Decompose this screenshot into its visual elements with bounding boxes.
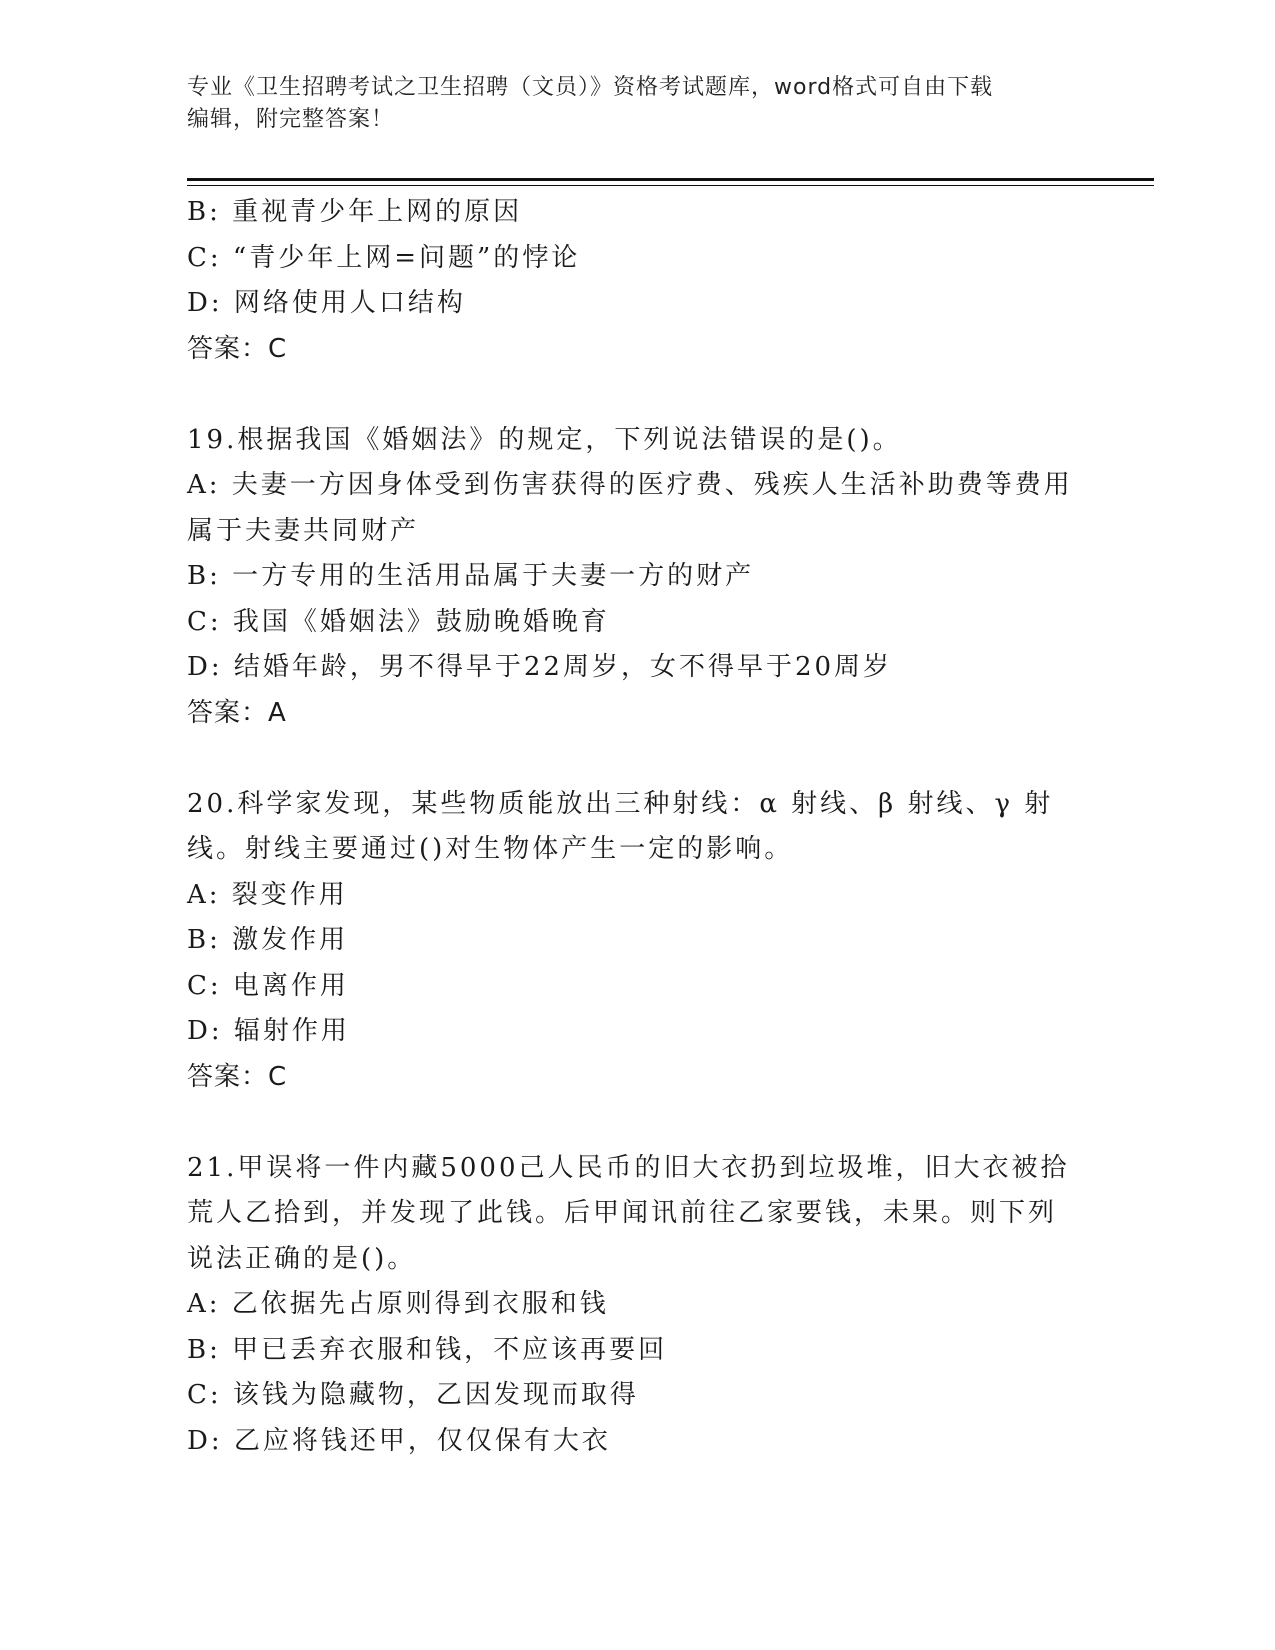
- header-divider-thin: [187, 185, 1154, 186]
- q18-option-d: D: 网络使用人口结构: [187, 288, 466, 318]
- spacer: [187, 372, 1077, 418]
- question-content: [187, 190, 1077, 1464]
- spacer: [187, 1100, 1077, 1146]
- spacer: [187, 736, 1077, 782]
- q19-option-b: B: 一方专用的生活用品属于夫妻一方的财产: [187, 561, 755, 591]
- q21-stem-cont-2: 说法正确的是()。: [187, 1243, 417, 1274]
- q20-option-c: C: 电离作用: [187, 970, 349, 1001]
- q20-option-d: D: 辐射作用: [187, 1016, 350, 1046]
- q21-option-c: C: 该钱为隐藏物，乙因发现而取得: [187, 1380, 639, 1410]
- question-20: [187, 782, 1077, 1101]
- q18-option-c: C: “青少年上网=问题”的悖论: [187, 242, 581, 273]
- q20-stem: 20.科学家发现，某些物质能放出三种射线：α 射线、β 射线、γ 射: [187, 788, 1054, 819]
- question-21: [187, 1146, 1077, 1465]
- q21-option-a: A: 乙依据先占原则得到衣服和钱: [187, 1289, 609, 1319]
- question-19: [187, 418, 1077, 737]
- q19-option-d: D: 结婚年龄，男不得早于22周岁，女不得早于20周岁: [187, 652, 893, 682]
- q20-stem-cont: 线。射线主要通过()对生物体产生一定的影响。: [187, 834, 794, 864]
- q19-option-c: C: 我国《婚姻法》鼓励晚婚晚育: [187, 606, 610, 637]
- q20-answer: 答案：C: [187, 1061, 288, 1092]
- question-18-continued: [187, 190, 1077, 372]
- q21-stem: 21.甲误将一件内藏5000己人民币的旧大衣扔到垃圾堆，旧大衣被拾: [187, 1152, 1070, 1183]
- q19-answer: 答案：A: [187, 697, 287, 728]
- q18-answer: 答案：C: [187, 333, 288, 364]
- q19-option-a: A: 夫妻一方因身体受到伤害获得的医疗费、残疾人生活补助费等费用: [187, 470, 1073, 500]
- q21-option-b: B: 甲已丢弃衣服和钱，不应该再要回: [187, 1334, 668, 1365]
- q20-option-a: A: 裂变作用: [187, 879, 348, 910]
- q19-stem: 19.根据我国《婚姻法》的规定，下列说法错误的是()。: [187, 424, 902, 455]
- q18-option-b: B: 重视青少年上网的原因: [187, 197, 523, 227]
- q21-option-d: D: 乙应将钱还甲，仅仅保有大衣: [187, 1425, 611, 1456]
- q21-stem-cont-1: 荒人乙拾到，并发现了此钱。后甲闻讯前往乙家要钱，未果。则下列: [187, 1198, 1058, 1228]
- q20-option-b: B: 激发作用: [187, 925, 349, 955]
- header-line-1: 专业《卫生招聘考试之卫生招聘（文员）》资格考试题库，word格式可自由下载: [187, 75, 994, 100]
- q19-option-a-cont: 属于夫妻共同财产: [187, 515, 420, 546]
- header-divider-thick: [187, 178, 1154, 181]
- header-line-2: 编辑，附完整答案！: [187, 107, 395, 132]
- document-header: [187, 72, 1067, 136]
